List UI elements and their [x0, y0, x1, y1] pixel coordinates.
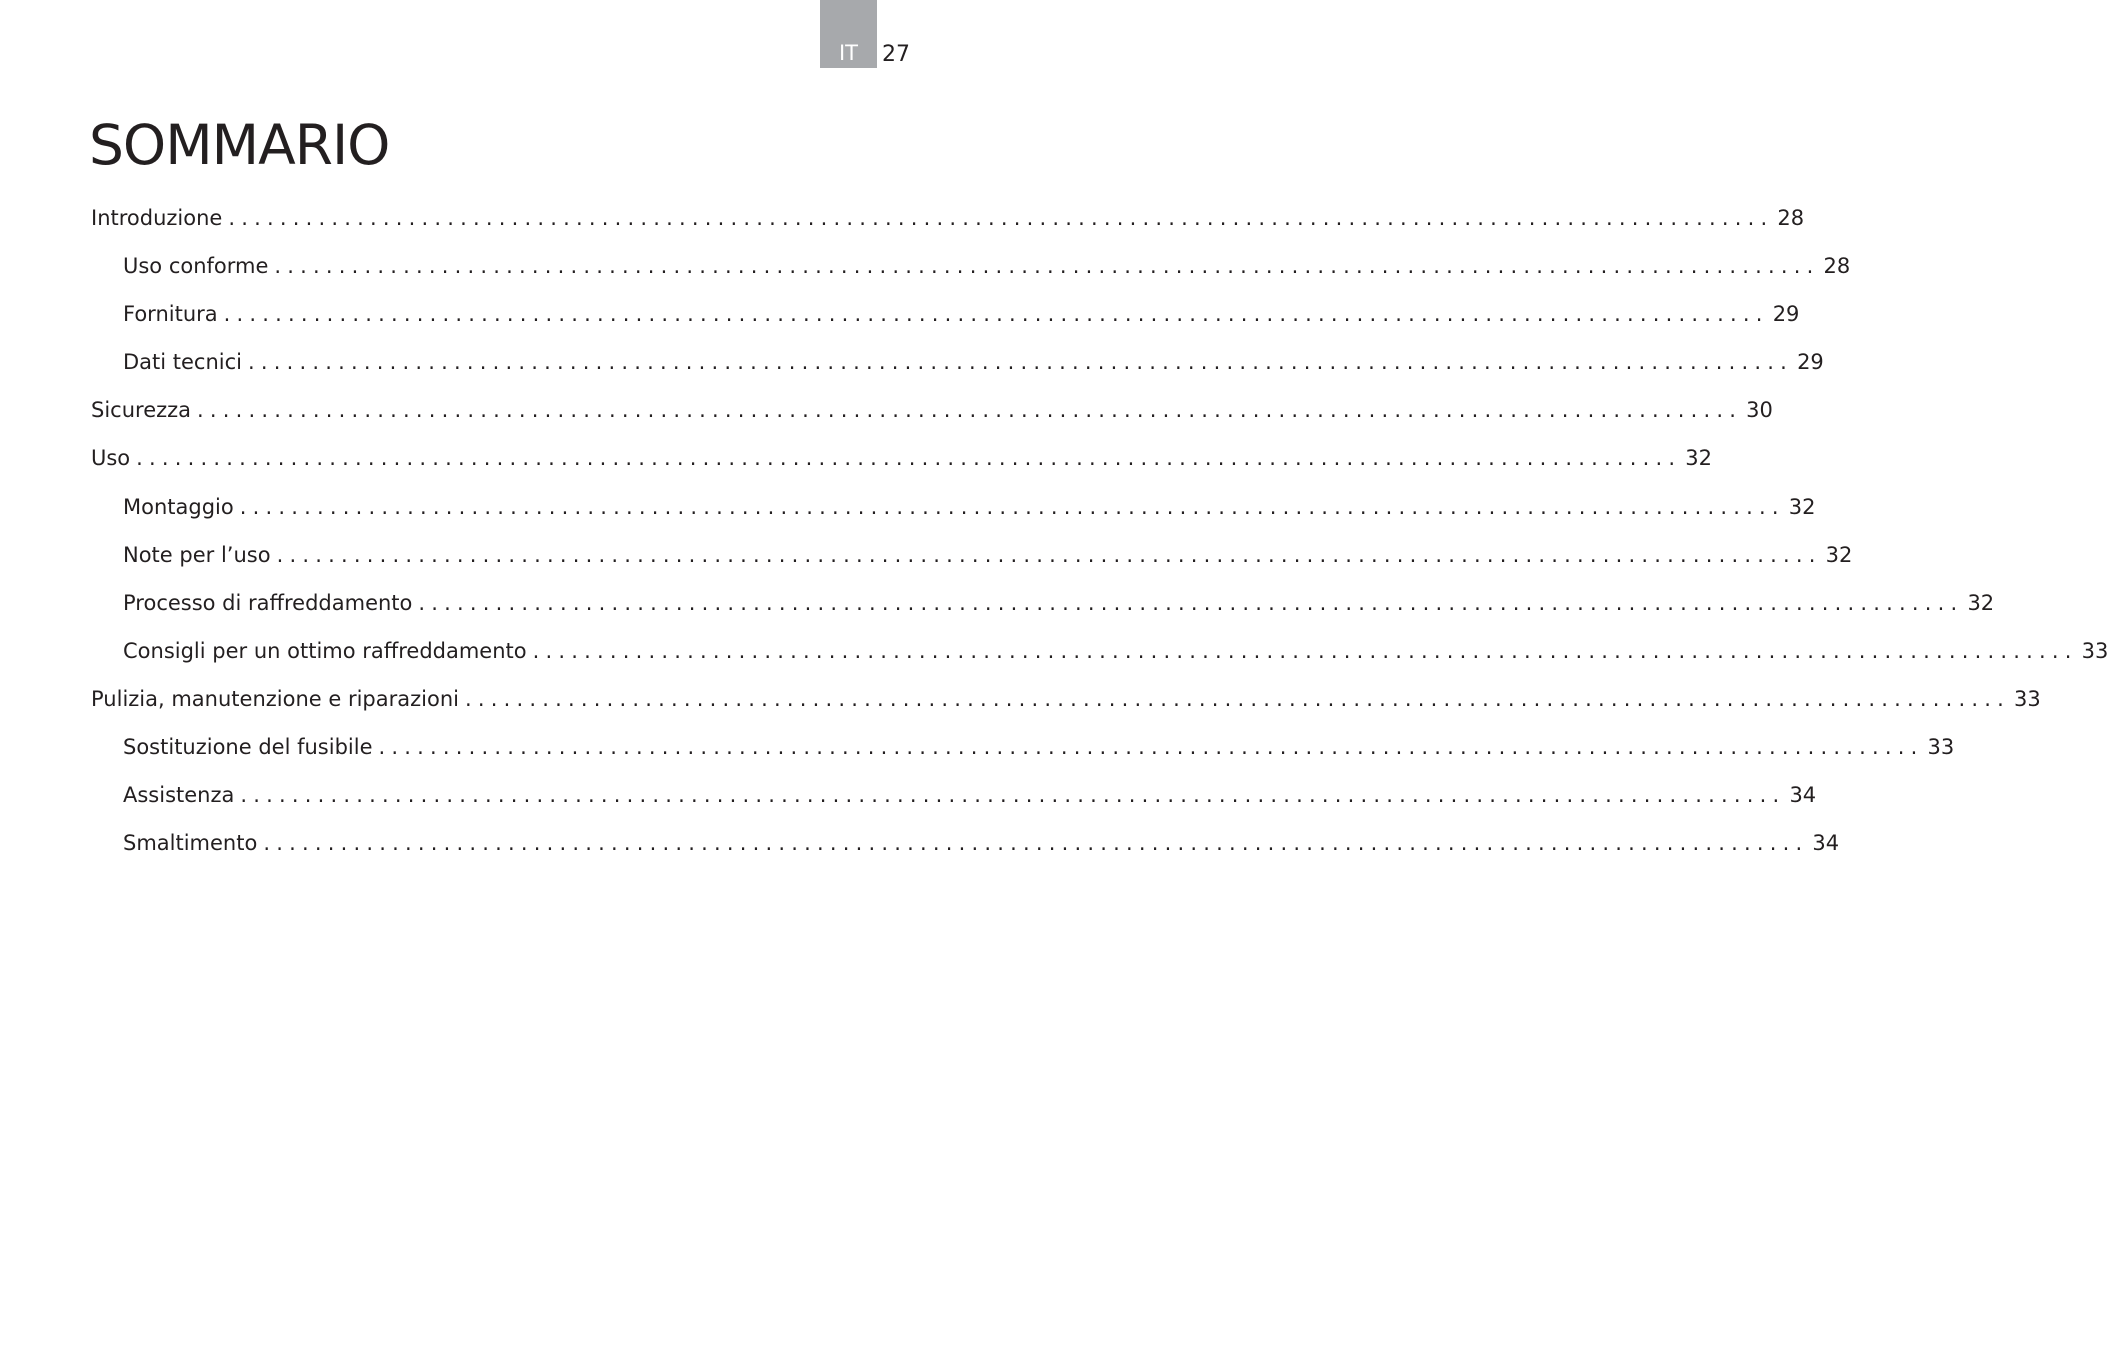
toc-entry-label: Montaggio: [123, 494, 234, 519]
toc-entry-uso-conforme[interactable]: [91, 246, 1851, 294]
toc-entry-dati-tecnici[interactable]: [91, 342, 1824, 390]
toc-entry-page: 34: [1812, 831, 1840, 856]
toc-entry-label: Pulizia, manutenzione e riparazioni: [91, 686, 459, 711]
toc-entry-label: Smaltimento: [123, 831, 258, 856]
toc-entry-uso[interactable]: [91, 438, 1712, 486]
toc-entry-page: 32: [1967, 590, 1995, 615]
toc-entry-label: Processo di raffreddamento: [123, 590, 413, 615]
toc-entry-label: Assistenza: [123, 783, 235, 808]
toc-entry-label: Uso conforme: [123, 254, 269, 279]
toc-entry-label: Sicurezza: [91, 398, 192, 423]
toc-entry-page: 32: [1788, 494, 1816, 519]
toc-entry-page: 30: [1746, 398, 1773, 423]
toc-entry-label: Consigli per un ottimo raffreddamento: [123, 638, 527, 663]
toc-entry-sostituzione-fusibile[interactable]: [91, 727, 1955, 775]
language-tab: IT: [820, 0, 877, 68]
toc-entry-fornitura[interactable]: [91, 294, 1800, 342]
toc-entry-note-per-luso[interactable]: [91, 535, 1853, 583]
toc-dot-leader: ........................................................................................................................: [136, 446, 1682, 471]
toc-entry-label: Fornitura: [123, 302, 218, 327]
toc-dot-leader: ........................................................................................................................: [263, 831, 1809, 856]
toc-entry-page: 33: [2014, 686, 2041, 711]
toc-entry-assistenza[interactable]: [91, 775, 1817, 823]
page-title: SOMMARIO: [89, 113, 390, 177]
toc-entry-consigli[interactable]: [91, 631, 2108, 679]
toc-entry-label: Sostituzione del fusibile: [123, 735, 373, 760]
toc-dot-leader: ........................................................................................................................: [240, 783, 1786, 808]
toc-entry-page: 29: [1797, 350, 1824, 375]
toc-dot-leader: ........................................................................................................................: [274, 254, 1820, 279]
toc-dot-leader: ........................................................................................................................: [276, 542, 1822, 567]
toc-entry-page: 28: [1823, 254, 1851, 279]
toc-dot-leader: ........................................................................................................................: [464, 686, 2011, 711]
toc-entry-introduzione[interactable]: [91, 198, 1805, 246]
toc-entry-montaggio[interactable]: [91, 487, 1816, 535]
toc-dot-leader: ........................................................................................................................: [378, 735, 1924, 760]
toc-entry-processo-di-raffreddamento[interactable]: [91, 583, 1995, 631]
toc-dot-leader: ........................................................................................................................: [223, 302, 1769, 327]
toc-entry-page: 28: [1777, 206, 1805, 230]
toc-dot-leader: ........................................................................................................................: [239, 494, 1785, 519]
toc-entry-page: 33: [1927, 735, 1955, 760]
toc-entry-label: Introduzione: [91, 206, 223, 230]
toc-dot-leader: ........................................................................................................................: [228, 206, 1774, 230]
toc-entry-label: Note per l’uso: [123, 542, 271, 567]
toc-dot-leader: ........................................................................................................................: [418, 590, 1964, 615]
toc-dot-leader: ........................................................................................................................: [532, 638, 2078, 663]
page-number: 27: [882, 42, 910, 67]
toc-entry-page: 29: [1772, 302, 1800, 327]
toc-entry-page: 34: [1789, 783, 1817, 808]
toc-entry-label: Uso: [91, 446, 131, 471]
toc-entry-pulizia[interactable]: [91, 679, 2041, 727]
table-of-contents: [91, 198, 2108, 871]
toc-entry-sicurezza[interactable]: [91, 390, 1773, 438]
toc-entry-label: Dati tecnici: [123, 350, 243, 375]
toc-dot-leader: ........................................................................................................................: [197, 398, 1743, 423]
toc-entry-page: 33: [2081, 638, 2108, 663]
toc-entry-page: 32: [1685, 446, 1712, 471]
toc-dot-leader: ........................................................................................................................: [248, 350, 1794, 375]
toc-entry-page: 32: [1825, 542, 1853, 567]
toc-entry-smaltimento[interactable]: [91, 823, 1840, 871]
